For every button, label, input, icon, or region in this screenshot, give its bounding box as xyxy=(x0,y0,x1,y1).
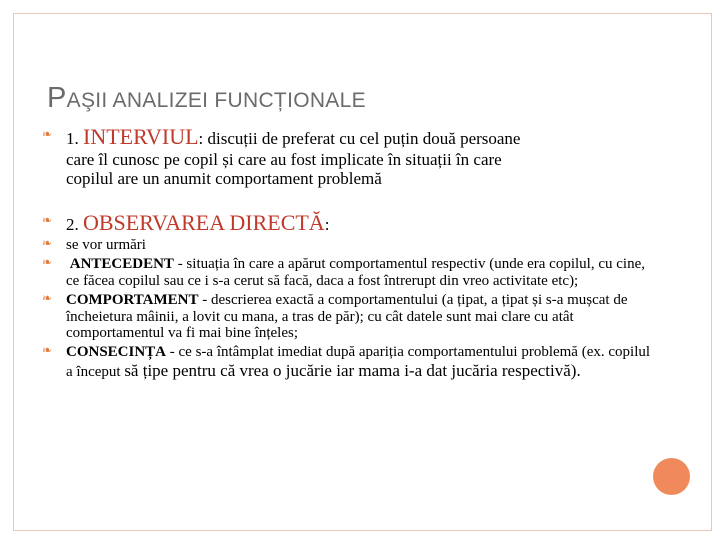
bullet-text: copilul are un anumit comportament problemă xyxy=(66,168,382,188)
bullet-text: : discuții de preferat cu cel puțin două persoane xyxy=(198,129,521,148)
bullet-se-vor-urmari xyxy=(40,237,660,254)
bullet-text: care îl cunosc pe copil și care au fost implicate în situații în care xyxy=(66,149,502,169)
bullet-interviul xyxy=(40,125,660,188)
bullet-list xyxy=(40,125,660,381)
bullet-heading: OBSERVAREA DIRECTĂ xyxy=(83,209,325,235)
title-rest: AŞII ANALIZEI FUNCȚIONALE xyxy=(66,89,366,112)
bullet-suffix: : xyxy=(324,214,330,234)
bullet-consecinta xyxy=(40,344,660,381)
bullet-observarea xyxy=(40,211,660,236)
bullet-text: - descrierea exactă a comportamentului (a țipat, a țipat și s-a mușcat de încheietura mâinii, a lovit cu mana, a tras de păr); cu cât datele sunt mai clare cu atât comportamentul va fi mai bine înțeles; xyxy=(66,291,628,342)
bullet-text: se vor urmări xyxy=(66,237,146,254)
bullet-heading: INTERVIUL xyxy=(83,124,199,149)
bullet-number: 2. xyxy=(66,214,83,234)
title-first-letter: P xyxy=(47,82,67,114)
bullet-number: 1. xyxy=(66,129,83,148)
bullet-term: CONSECINȚA xyxy=(66,344,167,361)
fleuron-bullet-icon: ❧ xyxy=(42,343,53,358)
fleuron-bullet-icon: ❧ xyxy=(42,127,53,141)
fleuron-bullet-icon: ❧ xyxy=(42,236,53,251)
bullet-antecedent xyxy=(40,256,660,290)
fleuron-bullet-icon: ❧ xyxy=(42,255,53,270)
bullet-term: ANTECEDENT xyxy=(69,256,174,273)
bullet-term: COMPORTAMENT xyxy=(66,291,199,308)
bullet-text-tail: să țipe pentru că vrea o jucărie iar mama i-a dat jucăria respectivă). xyxy=(124,360,581,380)
slide-title xyxy=(47,82,366,115)
bullet-comportament xyxy=(40,292,660,342)
bullet-text: - ce s-a întâmplat imediat după apariția comportamentului problemă (ex. copilul a început xyxy=(66,344,651,380)
bullet-text: - situația în care a apărut comportamentul respectiv (unde era copilul, cu cine, ce făcea copilul sau ce i s-a cerut să facă, daca a fost întrerupt din vreo activitate etc); xyxy=(66,256,645,289)
decorative-circle xyxy=(653,458,690,495)
fleuron-bullet-icon: ❧ xyxy=(42,212,53,227)
fleuron-bullet-icon: ❧ xyxy=(42,290,53,305)
